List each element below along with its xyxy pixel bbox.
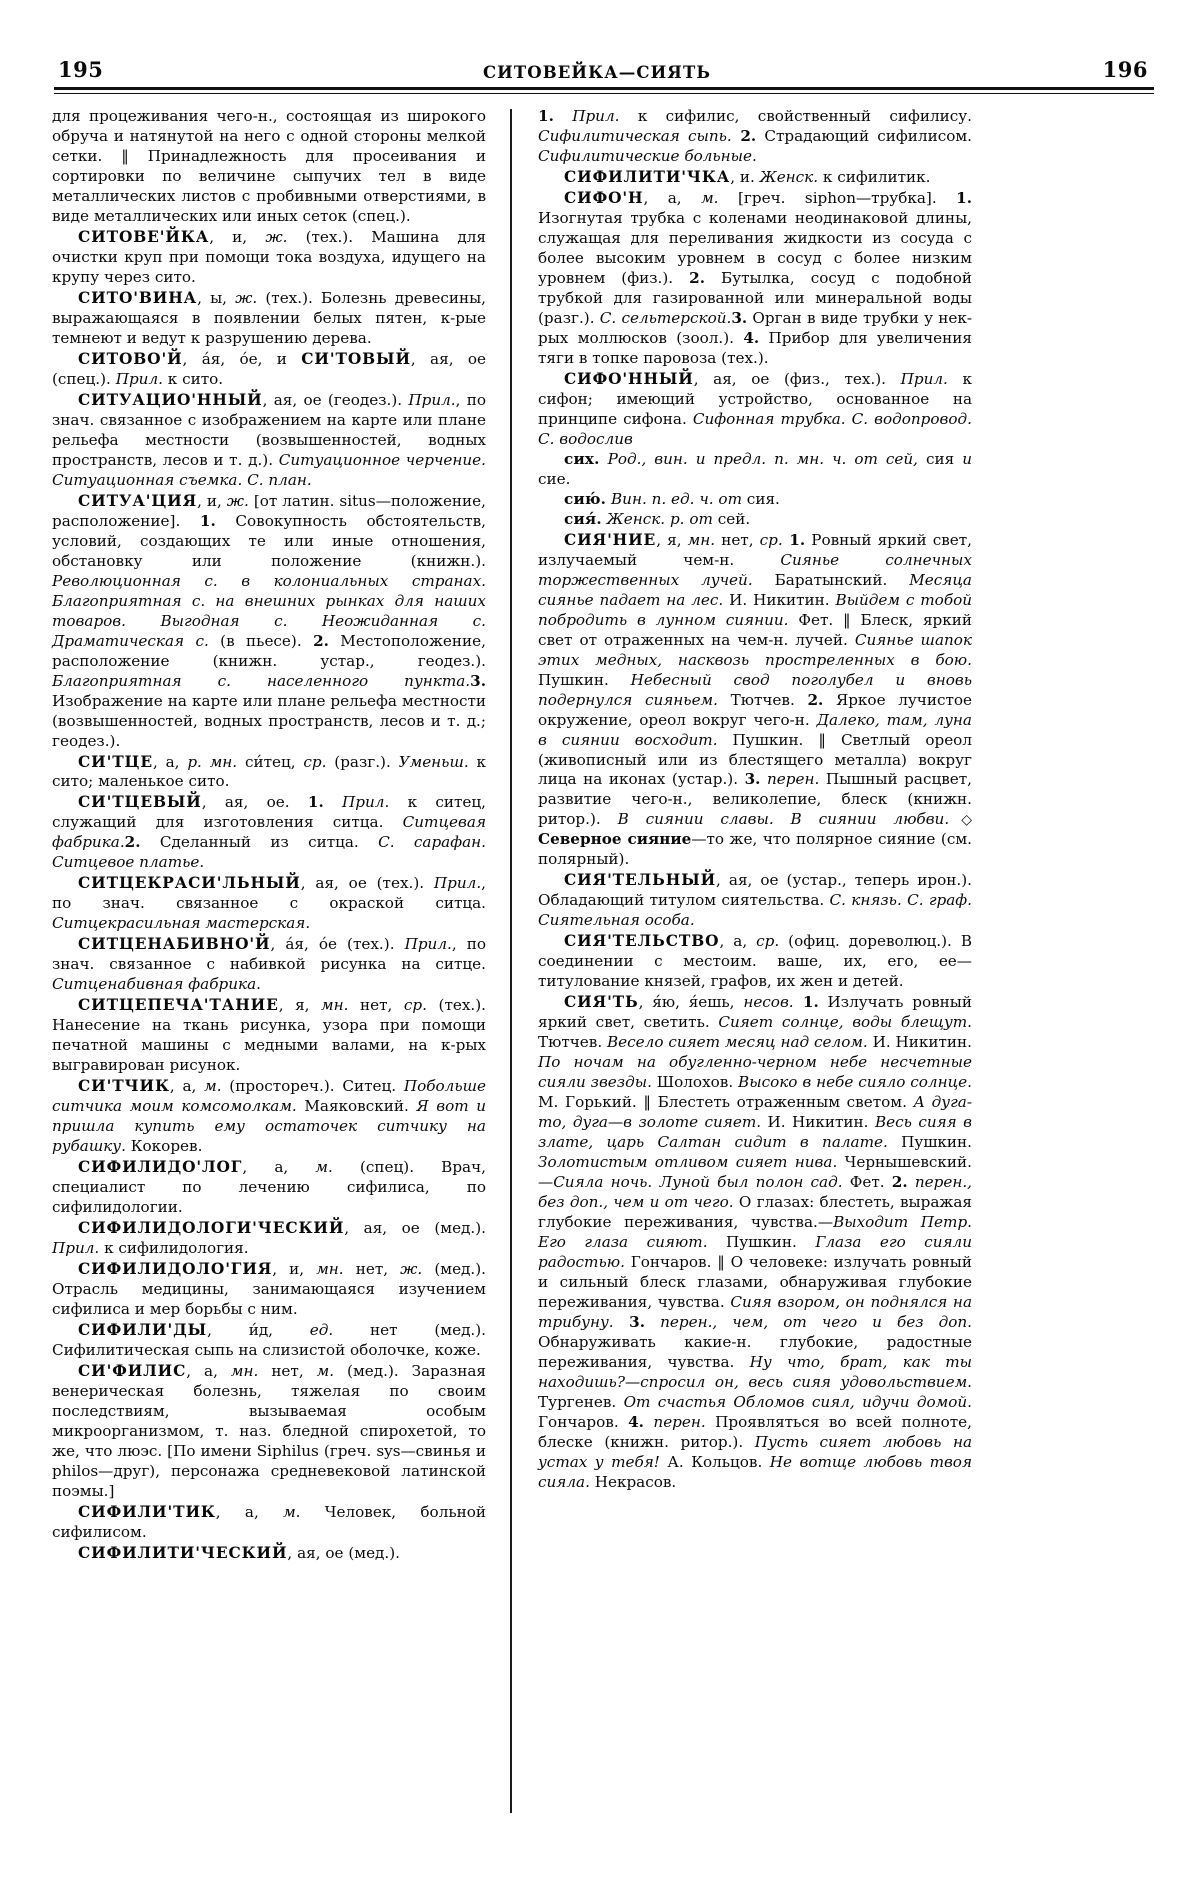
grammar-italic: несов. [743, 993, 794, 1012]
grammar-italic: ж. [265, 227, 288, 246]
left-column [52, 107, 510, 1847]
definition: сие. [538, 469, 571, 488]
grammar-italic: Род., вин. и предл. п. мн. ч. от сей, [599, 449, 918, 468]
header-rule [54, 87, 1154, 94]
definition: к сифилитик. [818, 167, 931, 186]
entry-sitcenabivnoy [52, 934, 486, 995]
definition: сия. [741, 489, 780, 508]
sense-text: Изогнутая трубка с коленами неодинаковой длины, служащая для переливания жидкости из сосуда с более высоким уровнем в сосуд с более низким уровнем (физ.). [538, 208, 972, 287]
headword: СИФИЛИ'ТИК [78, 1502, 216, 1521]
citation-author: Фет. [842, 1173, 892, 1192]
grammar-italic: ср. [303, 752, 327, 771]
definition: , по знач. связанное с окраской ситца. [52, 874, 486, 913]
examples: Далеко, там, луна в сиянии восходит. [538, 710, 972, 749]
grammar: , и, [272, 1260, 317, 1279]
sense-number: 2. [891, 1173, 908, 1192]
grammar: , я́ю, я́ешь, [638, 993, 744, 1012]
headword: СИ'ТЦЕ [78, 752, 153, 771]
sense-number: 1. [538, 107, 554, 125]
definition: Обладающий титулом сиятельства. [538, 891, 830, 910]
grammar: нет, [715, 530, 760, 549]
sense-number: 3. [731, 308, 748, 327]
columns-container [52, 107, 1156, 1847]
headword: СИ'ФИЛИС [78, 1362, 187, 1381]
entry-sitcepechatanie [52, 995, 486, 1076]
phrase-headword: Северное сияние [538, 830, 692, 849]
definition: (тех.). Машина для очистки круп при помощи тока воздуха, идущего на крупу через сито. [52, 227, 486, 286]
examples: Золотистым отливом сияет нива. [538, 1153, 838, 1172]
label-italic: Прил. [404, 935, 452, 954]
definition: (тех.). Болезнь древесины, выражающаяся в появлении белых пятен, к-рые темнеют и ведут к разрушению дерева. [52, 288, 486, 347]
grammar: , ая, ое (геодез.). [262, 390, 409, 409]
entry-sitce [52, 752, 486, 793]
headword: СИТОВЕ'ЙКА [78, 227, 210, 246]
entry-siyu [538, 490, 972, 510]
folio-right: 196 [1102, 57, 1148, 82]
entry-situacionnyy [52, 390, 486, 491]
headword: СИТО'ВИНА [78, 288, 198, 307]
citation-author: Некрасов. [589, 1472, 677, 1491]
sense-text: Светлый ореол (живописный или из блестящего металла) вокруг лица на иконах (устар.). [538, 730, 972, 789]
grammar: , а, [169, 1077, 205, 1096]
citation-author: И. Никитин. [761, 1113, 875, 1132]
definition: , по знач. связанное с набивкой рисунка на ситце. [52, 935, 487, 974]
sense-text: Излучать ровный яркий свет, светить. [538, 993, 972, 1032]
running-title: СИТОВЕЙКА—СИЯТЬ [482, 63, 712, 82]
sense-text: О человеке: излучать ровный и сильный блеск глазами, обнаруживая глубокие переживания, чувства. [538, 1253, 972, 1312]
examples: Пусть сияет любовь на устах у тебя! [538, 1432, 972, 1471]
examples: Сиянье солнечных торжественных лучей. [538, 550, 972, 589]
sense-number: 3. [613, 1313, 646, 1332]
sense-text: Изображение на карте или плане рельефа местности (возвышенностей, водных пространств, лесов и т. д.; геодез.). [52, 691, 486, 750]
citation-author: Кокорев. [125, 1137, 203, 1156]
sense-text: Яркое лучистое окружение, ореол вокруг чего-н. [538, 690, 972, 729]
grammar: , а, [215, 1502, 284, 1521]
headword-small: сию́. [564, 489, 607, 508]
sense-number: 2. [689, 268, 706, 287]
definition: (разг.). [326, 752, 399, 771]
examples: Не вотще любовь твоя сияла. [538, 1452, 973, 1491]
grammar-italic: м. [701, 188, 719, 207]
entry-sifilis [52, 1361, 486, 1502]
grammar: , ая, ое. [201, 793, 308, 812]
citation-author: Баратынский. [752, 570, 910, 589]
label-italic: Прил. [433, 874, 482, 893]
etymology: [от латин. situs—положение, расположение]. [52, 491, 486, 530]
examples: Выйдем с тобой побродить в лунном сиянии. [538, 590, 973, 629]
sense-number: 4. [628, 1412, 644, 1431]
label-italic: перен. [760, 770, 820, 789]
entry-sifilidolog [52, 1157, 486, 1218]
entry-sifilitik [52, 1502, 486, 1543]
label-italic: Прил. [408, 390, 456, 409]
definition: к сифилидология. [99, 1239, 249, 1258]
definition: (спец). Врач, специалист по лечению сифилиса, по сифилидологии. [52, 1158, 486, 1217]
grammar: , и́д, [207, 1321, 310, 1340]
sense-text: Блестеть отраженным светом. [657, 1093, 914, 1112]
entry-sitcekrasilnyy [52, 873, 486, 934]
grammar-italic: ж. [226, 491, 249, 510]
citation-author: Маяковский. [296, 1097, 417, 1116]
running-head [52, 52, 1156, 82]
entry-sifilidy [52, 1320, 486, 1361]
citation-author: Тютчев. [538, 1033, 608, 1052]
headword: СИ'ТЧИК [78, 1077, 170, 1096]
examples: От счастья Обломов сиял, идучи домой. [623, 1393, 972, 1411]
examples: Сияя взором, он поднялся на трибуну. [538, 1293, 972, 1332]
definition: (мед.). Отрасль медицины, занимающаяся изучением сифилиса и мер борьбы с ним. [52, 1260, 486, 1319]
headword: СИТЦЕКРАСИ'ЛЬНЫЙ [78, 874, 301, 893]
grammar: нет (мед.). [333, 1321, 486, 1340]
label-italic: Прил. [553, 107, 620, 125]
sense-text: Местоположение, расположение (книжн. устар., геодез.). [52, 631, 486, 670]
label-italic: Прил. [52, 1239, 100, 1258]
examples: С. князь. С. граф. Сиятельная особа. [538, 891, 972, 930]
definition: Сифилитическая сыпь на слизистой оболочке, коже. [52, 1341, 481, 1360]
headword-small: сия́. [564, 509, 602, 528]
sense-text: Проявляться во всей полноте, блеске (книжн. ритор.). [538, 1412, 972, 1451]
label-italic: перен., без доп., чем и от чего. [538, 1173, 972, 1212]
headword: СИЯ'ТЕЛЬСТВО [564, 932, 720, 951]
sense-text: Бутылка, сосуд с подобной трубкой для газированной или минеральной воды (разг.). [538, 268, 973, 327]
grammar: , а, [643, 188, 702, 207]
entry-sitovoy [52, 349, 486, 390]
headword: СИФИЛИДОЛОГИ'ЧЕСКИЙ [78, 1219, 345, 1238]
entry-siyanie [538, 530, 972, 871]
entry-sih [538, 450, 972, 490]
sense-number: 1. [782, 530, 806, 549]
grammar-italic: м. [315, 1158, 333, 1177]
folio-left: 195 [58, 57, 104, 82]
label-italic: перен. [643, 1412, 706, 1431]
sense-text: Пышный расцвет, развитие чего-н., великолепие, блеск (книжн. ритор.). [538, 770, 972, 829]
sense-text: О глазах: блестеть, выражая глубокие переживания, чувства.— [538, 1193, 972, 1232]
etymology: [греч. siphon—трубка]. [718, 188, 957, 207]
grammar-italic: мн. [321, 996, 349, 1015]
definition: к сифон; имеющий устройство, основанное на принципе сифона. [538, 369, 972, 428]
entry-sifilidologiya [52, 1259, 486, 1320]
entry-sitchik [52, 1076, 486, 1157]
grammar: нет, [343, 1260, 401, 1279]
citation-author: И. Никитин. [867, 1033, 972, 1052]
headword: СИЯ'ТЬ [564, 993, 639, 1012]
definition: к сито. [162, 369, 224, 388]
definition: к сито; маленькое сито. [52, 752, 486, 791]
sense-number: 1. [307, 793, 324, 812]
citation-author: Пушкин. [538, 670, 631, 689]
headword: СИТОВО'Й [78, 349, 183, 368]
entry-sitovina [52, 288, 486, 349]
examples: Весь сияя в злате, царь Салтан сидит в палате. [538, 1113, 972, 1152]
grammar-italic: мн. [230, 1362, 259, 1381]
examples: Сифилитическая сыпь. [538, 126, 732, 145]
carryover-paragraph [538, 107, 972, 167]
examples: Сияла ночь. Луной был полон сад. [553, 1173, 843, 1192]
definition: сия [918, 449, 963, 468]
citation-author: Тютчев. [717, 690, 808, 709]
grammar: , а́я, о́е, и [182, 349, 302, 368]
grammar-italic: ед. [309, 1321, 334, 1340]
diamond-icon: ◇ [949, 812, 972, 829]
grammar: , ая, ое (мед.). [344, 1219, 486, 1238]
sense-text: Сделанный из ситца. [140, 833, 379, 852]
carryover-paragraph: для процеживания чего-н., состоящая из широкого обруча и натянутой на него с одной стороны мелкой сетки. ‖ Принадлежность для просеивания и сортировки по величине сыпучих тел в виде металлических листов с пробивными отверстиями, в виде металлических или иных сеток (спец.). [52, 107, 486, 225]
grammar: , ая, ое (мед.). [287, 1543, 400, 1562]
sense-text: Ровный яркий свет, излучаемый чем-н. [538, 530, 972, 569]
grammar: нет, [348, 996, 404, 1015]
entry-sifilitichka [538, 167, 972, 188]
grammar-italic: ср. [756, 932, 780, 951]
citation-author: Тургенев. [538, 1393, 624, 1411]
examples: Сиянье шапок этих медных, насквозь простреленных в бою. [538, 630, 972, 669]
citation-author: Чернышевский.— [538, 1153, 972, 1192]
grammar-italic: ж. [400, 1260, 423, 1279]
sense-number: 2. [313, 631, 329, 650]
headword: СИФИЛИ'ДЫ [78, 1321, 208, 1340]
right-column [538, 107, 972, 1847]
sense-number: 3. [470, 671, 486, 690]
grammar: , я, [278, 996, 322, 1015]
grammar: , ая, ое (тех.). [300, 874, 434, 893]
sense-text: к сифилис, свойственный сифилису. [619, 107, 973, 125]
headword: СИФО'ННЫЙ [564, 369, 694, 388]
sense-number: 3. [744, 770, 761, 789]
grammar: , а, [719, 932, 757, 951]
definition: , по знач. связанное с изображением на карте или плане рельефа местности (возвышенностей, водных пространств, лесов и т. д.). [52, 390, 487, 469]
headword: СИТУАЦИО'ННЫЙ [78, 390, 263, 409]
citation-author: Фет. ‖ [788, 610, 861, 629]
citation-author: Пушкин. [707, 1233, 816, 1252]
examples: Благоприятная с. населенного пункта. [52, 671, 471, 690]
entry-sifon [538, 188, 972, 369]
headword: СИЯ'НИЕ [564, 530, 657, 549]
grammar-italic: ср. [759, 530, 783, 549]
entry-siyatelstvo [538, 931, 972, 992]
sense-text: Блеск, яркий свет от отраженных на чем-н. лучей. [538, 610, 972, 649]
headword: СИФИЛИТИ'ЧЕСКИЙ [78, 1543, 288, 1562]
headword: СИЯ'ТЕЛЬНЫЙ [564, 871, 717, 890]
examples: Ситценабивная фабрика. [52, 975, 261, 994]
examples: Побольше ситчика моим комсомолкам. [52, 1077, 486, 1116]
examples: Сифилитические больные. [538, 146, 757, 165]
headword: СИФИЛИДОЛО'ГИЯ [78, 1260, 273, 1279]
label-italic: Уменьш. [398, 752, 469, 771]
grammar-italic: м. [283, 1502, 301, 1521]
grammar-italic: Вин. п. ед. ч. от [606, 489, 742, 508]
entry-sifilidologicheskiy [52, 1218, 486, 1259]
citation-author: И. Никитин. [723, 590, 836, 609]
definition: (офиц. дореволюц.). В соединении с местоим. ваше, их, его, ее—титулование князей, графов, их жен и детей. [538, 932, 972, 991]
sense-number: 1. [199, 511, 216, 530]
label-italic: Прил. [323, 793, 390, 812]
grammar: си́тец, [237, 752, 304, 771]
headword: СИТЦЕНАБИВНО'Й [78, 935, 271, 954]
definition: Человек, больной сифилисом. [52, 1502, 486, 1541]
citation-author: А. Кольцов. [659, 1452, 770, 1471]
column-divider [510, 109, 512, 1813]
grammar-italic: р. мн. [187, 752, 238, 771]
examples: Ситуационное черчение. Ситуационная съемка. С. план. [52, 450, 486, 489]
definition: (тех.). Нанесение на ткань рисунка, узора при помощи печатной машины с медными валами, на к-рых выгравирован рисунок. [52, 996, 486, 1075]
headword: СИТЦЕПЕЧА'ТАНИЕ [78, 996, 279, 1015]
entry-sifonnyy [538, 369, 972, 450]
grammar: , и, [209, 227, 266, 246]
sense-text: Прибор для увеличения тяги в топке паровоза (тех.). [538, 328, 972, 367]
grammar-italic: м. [204, 1077, 222, 1096]
grammar: нет, [258, 1362, 317, 1381]
sense-text: (в пьесе). [208, 631, 314, 650]
sense-number: 1. [956, 188, 972, 207]
entry-siyatelnyy [538, 870, 972, 931]
sense-text: Страдающий сифилисом. [756, 126, 972, 145]
entry-sifiliticheskiy [52, 1543, 486, 1564]
headword: СИТУА'ЦИЯ [78, 491, 198, 510]
grammar: , а́я, о́е (тех.). [270, 935, 405, 954]
grammar-italic: Женск. р. от [601, 509, 713, 528]
grammar-italic: ср. [403, 996, 427, 1015]
headword: СИ'ТЦЕВЫЙ [78, 793, 202, 812]
sense-number: 1. [793, 993, 819, 1012]
citation-author: Шолохов. [651, 1073, 739, 1092]
grammar: , и, [197, 491, 227, 510]
entry-situaciya [52, 491, 486, 752]
grammar: , а, [152, 752, 188, 771]
examples: С. сарафан. Ситцевое платье. [52, 833, 487, 872]
examples: С. сельтерской. [599, 308, 732, 327]
definition: (простореч.). Ситец. [221, 1077, 404, 1096]
entry-siyat [538, 992, 972, 1493]
sense-text: к ситец, служащий для изготовления ситца. [52, 793, 487, 832]
examples: Сифонная трубка. С. водопровод. С. водослив [538, 409, 972, 448]
citation-author: Гончаров. ‖ [624, 1253, 731, 1272]
examples: Глаза его сияли радостью. [538, 1233, 972, 1272]
sense-text: Совокупность обстоятельств, условий, создающих те или иные отношения, обстановку или положение (книжн.). [52, 511, 486, 570]
citation-author: Пушкин. [887, 1133, 972, 1152]
entry-siya [538, 510, 972, 530]
headword: СИФО'Н [564, 188, 644, 207]
examples: По ночам на обугленно-черном небе несчетные сияли звезды. [538, 1053, 972, 1092]
citation-author: Пушкин. ‖ [717, 730, 841, 749]
label-italic: Женск. [759, 167, 819, 186]
grammar: , ая, ое (спец.). [52, 349, 486, 388]
grammar: , и. [730, 167, 760, 186]
grammar: , я, [656, 530, 688, 549]
label-italic: перен., чем, от чего и без доп. [645, 1313, 972, 1332]
grammar: , ая, ое (физ., тех.). [693, 369, 901, 388]
sense-number: 4. [743, 328, 760, 347]
grammar-italic: мн. [316, 1260, 344, 1279]
grammar-italic: м. [316, 1362, 335, 1381]
examples: Сияет солнце, воды блещут. [718, 1013, 972, 1032]
entry-sitoveyka [52, 227, 486, 288]
definition: (мед.). Заразная венерическая болезнь, тяжелая по своим последствиям, вызываемая особым микроорганизмом, т. наз. бледной спирохетой, то же, что люэс. [По имени Siphilus (греч. sys—свинья и philos—друг), персонажа средневековой латинской поэмы.] [52, 1362, 486, 1500]
citation-author: Гончаров. [538, 1412, 629, 1431]
examples: Ну что, брат, как ты находишь?—спросил он, весь сияя удовольствием. [538, 1353, 972, 1392]
sense-text: Обнаруживать какие-н. глубокие, радостные переживания, чувства. [538, 1333, 972, 1372]
sense-text: Орган в виде трубки у нек-рых моллюсков (зоол.). [538, 308, 972, 347]
examples: Ситцекрасильная мастерская. [52, 914, 311, 933]
grammar-italic: мн. [687, 530, 716, 549]
sense-number: 2. [731, 126, 757, 145]
examples: Ситцевая фабрика. [52, 813, 486, 852]
grammar: , а, [186, 1362, 231, 1381]
citation-author: М. Горький. ‖ [538, 1093, 658, 1112]
examples: Революционная с. в колониальных странах. Благоприятная с. на внешних рынках для наших товаров. Выгодная с. Неожиданная с. Драматическая с. [52, 571, 486, 650]
grammar-italic: ж. [235, 288, 258, 307]
headword: СИФИЛИТИ'ЧКА [564, 167, 731, 186]
phrase-definition: —то же, что полярное сияние (см. полярный). [538, 830, 972, 869]
headword: СИФИЛИДО'ЛОГ [78, 1158, 243, 1177]
examples: Небесный свод поголубел и вновь подернулся сияньем. [538, 670, 972, 709]
grammar: , ая, ое (устар., теперь ирон.). [716, 871, 972, 890]
label-italic: Прил. [115, 369, 163, 388]
examples: А дуга-то, дуга—в золоте сияет. [538, 1093, 972, 1132]
examples: Выходит Петр. Его глаза сияют. [538, 1213, 972, 1252]
grammar-italic: и [962, 449, 972, 468]
sense-number: 2. [124, 833, 141, 852]
examples: Я вот и пришла купить ему остаточек ситчику на рубашку. [52, 1097, 487, 1156]
grammar: , а, [242, 1158, 316, 1177]
headword-small: сих. [564, 449, 600, 468]
headword-variant: СИ'ТОВЫЙ [301, 349, 411, 368]
examples: В сиянии славы. В сиянии любви. [617, 810, 950, 829]
examples: Весело сияет месяц над селом. [607, 1033, 868, 1052]
examples: Месяца сиянье падает на лес. [538, 570, 972, 609]
sense-number: 2. [807, 690, 824, 709]
entry-sitcevyy [52, 792, 486, 873]
examples: Высоко в небе сияло солнце. [738, 1073, 972, 1092]
label-italic: Прил. [900, 369, 948, 388]
definition: сей. [712, 509, 751, 528]
grammar: , ы, [197, 288, 236, 307]
